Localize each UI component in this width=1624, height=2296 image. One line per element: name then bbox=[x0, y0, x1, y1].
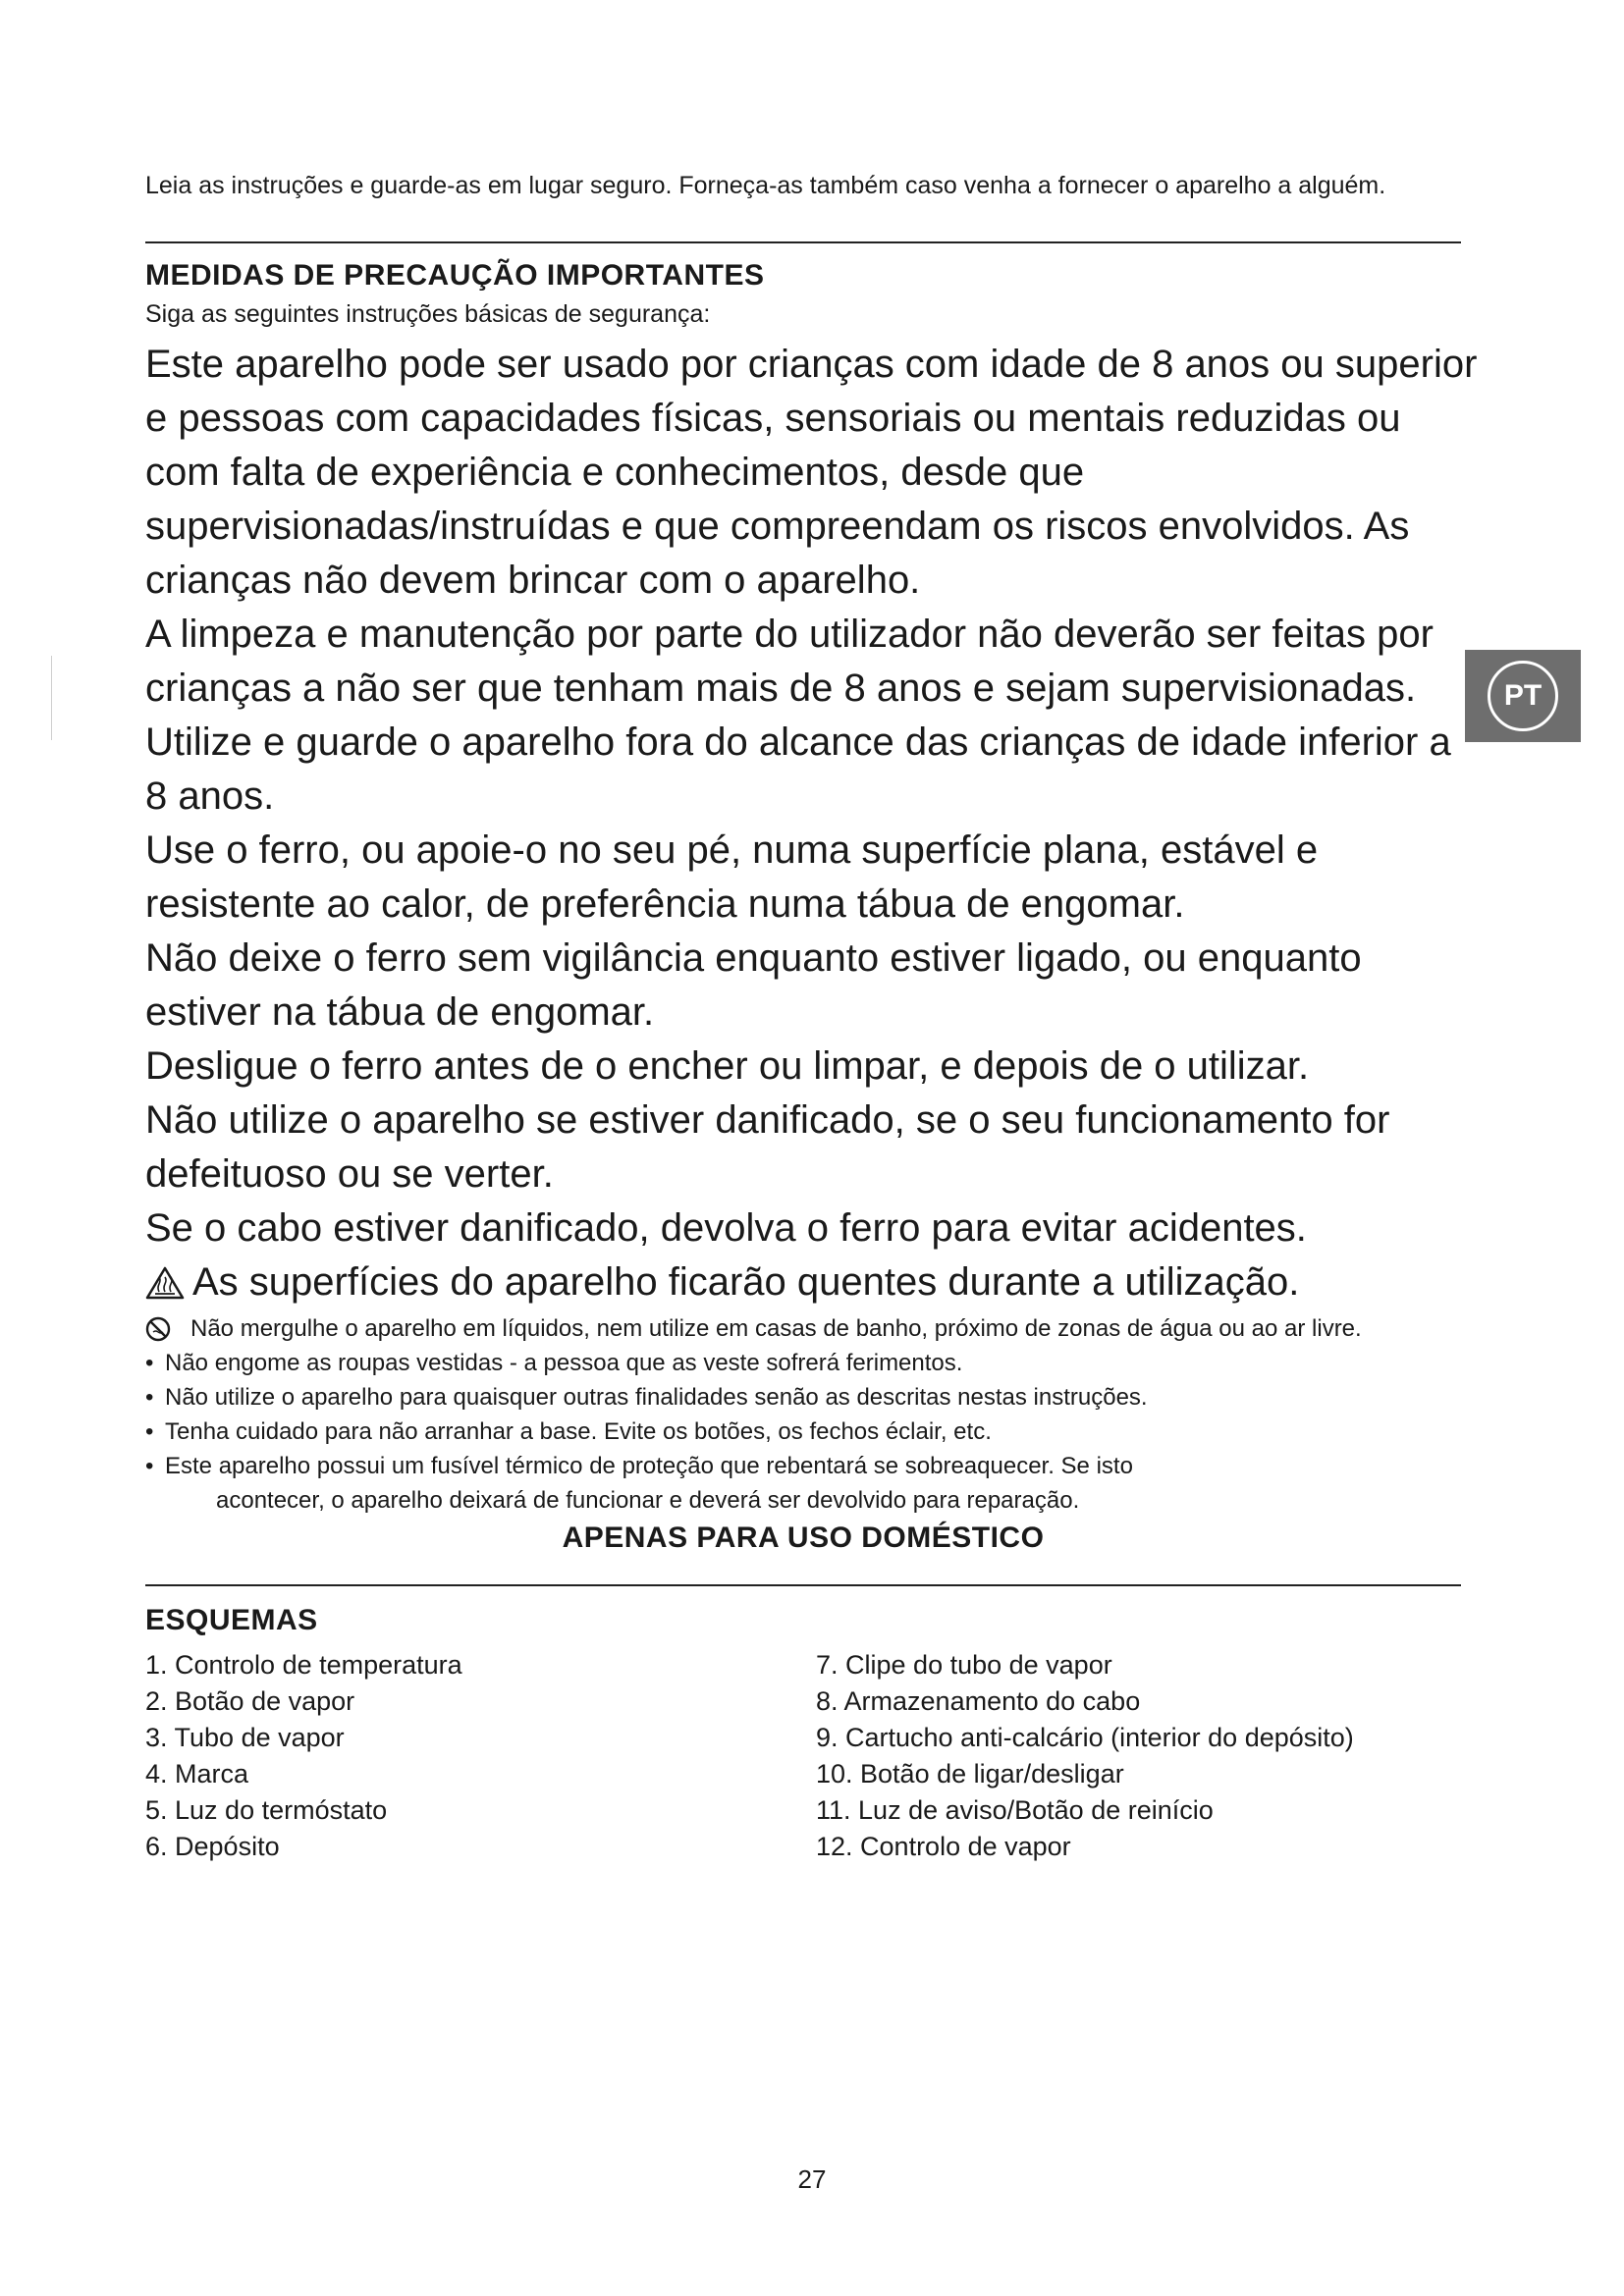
part-item: 2. Botão de vapor bbox=[145, 1686, 355, 1716]
part-item: 5. Luz do termóstato bbox=[145, 1795, 388, 1825]
language-tab bbox=[1465, 650, 1581, 742]
part-item: 10. Botão de ligar/desligar bbox=[816, 1759, 1124, 1789]
part-item: 6. Depósito bbox=[145, 1832, 280, 1861]
diagrams-heading: ESQUEMAS bbox=[145, 1604, 318, 1636]
section-divider bbox=[145, 1584, 1461, 1586]
precautions-heading: MEDIDAS DE PRECAUÇÃO IMPORTANTES bbox=[145, 259, 765, 292]
immersion-warning bbox=[145, 1311, 1461, 1346]
part-item: 4. Marca bbox=[145, 1759, 249, 1789]
bullet-item: • Este aparelho possui um fusível térmico de proteção que rebentará se sobreaquecer. Se isto bbox=[145, 1449, 1461, 1483]
part-item: 8. Armazenamento do cabo bbox=[816, 1686, 1141, 1716]
paragraph-damaged: Não utilize o aparelho se estiver danificado, se o seu funcionamento for defeituoso ou se verter. bbox=[145, 1098, 1390, 1196]
no-immersion-icon bbox=[145, 1316, 171, 1342]
margin-mark bbox=[51, 656, 52, 740]
large-instructions bbox=[145, 338, 1481, 1309]
bullet-item: • Não engome as roupas vestidas - a pessoa que as veste sofrerá ferimentos. bbox=[145, 1346, 1461, 1380]
paragraph-unattended: Não deixe o ferro sem vigilância enquanto estiver ligado, ou enquanto estiver na tábua de engomar. bbox=[145, 936, 1362, 1034]
part-item: 1. Controlo de temperatura bbox=[145, 1650, 462, 1680]
page-number: 27 bbox=[797, 2164, 827, 2194]
precautions-subtitle: Siga as seguintes instruções básicas de segurança: bbox=[145, 300, 711, 328]
page-content bbox=[145, 167, 1478, 1865]
bullet-item: • Tenha cuidado para não arranhar a base. Evite os botões, os fechos éclair, etc. bbox=[145, 1415, 1461, 1449]
part-item: 9. Cartucho anti-calcário (interior do depósito) bbox=[816, 1723, 1354, 1752]
parts-list bbox=[145, 1647, 1461, 1865]
language-code: PT bbox=[1488, 661, 1558, 731]
parts-column-right bbox=[816, 1647, 1354, 1865]
hot-surface-icon bbox=[145, 1265, 185, 1301]
part-item: 12. Controlo de vapor bbox=[816, 1832, 1071, 1861]
section-divider bbox=[145, 241, 1461, 243]
hot-surface-warning bbox=[145, 1255, 1481, 1309]
hot-warning-text: As superfícies do aparelho ficarão quentes durante a utilização. bbox=[192, 1260, 1300, 1304]
paragraph-cleaning: A limpeza e manutenção por parte do utilizador não deverão ser feitas por crianças a não ser que tenham mais de 8 anos e sejam supervisionadas. bbox=[145, 613, 1434, 710]
part-item: 11. Luz de aviso/Botão de reinício bbox=[816, 1795, 1214, 1825]
bullet-continuation: acontecer, o aparelho deixará de funcionar e deverá ser devolvido para reparação. bbox=[216, 1487, 1080, 1514]
part-item: 7. Clipe do tubo de vapor bbox=[816, 1650, 1112, 1680]
bullet-item: • Não utilize o aparelho para quaisquer outras finalidades senão as descritas nestas instruções. bbox=[145, 1380, 1461, 1415]
part-item: 3. Tubo de vapor bbox=[145, 1723, 345, 1752]
paragraph-surface: Use o ferro, ou apoie-o no seu pé, numa superfície plana, estável e resistente ao calor, de preferência numa tábua de engomar. bbox=[145, 828, 1319, 926]
paragraph-unplug: Desligue o ferro antes de o encher ou limpar, e depois de o utilizar. bbox=[145, 1044, 1310, 1088]
immersion-text: Não mergulhe o aparelho em líquidos, nem utilize em casas de banho, próximo de zonas de água ou ao ar livre. bbox=[190, 1315, 1362, 1342]
parts-column-left bbox=[145, 1647, 816, 1865]
paragraph-cable: Se o cabo estiver danificado, devolva o ferro para evitar acidentes. bbox=[145, 1206, 1307, 1250]
paragraph-storage: Utilize e guarde o aparelho fora do alcance das crianças de idade inferior a 8 anos. bbox=[145, 721, 1451, 818]
small-instructions bbox=[145, 1311, 1461, 1518]
paragraph-children-use: Este aparelho pode ser usado por crianças com idade de 8 anos ou superior e pessoas com capacidades físicas, sensoriais ou mentais reduzidas ou com falta de experiência e conhecimentos, desde que supervisionadas/instruídas e que compreendam os riscos envolvidos. As crianças não devem brincar com o aparelho. bbox=[145, 343, 1478, 602]
intro-text: Leia as instruções e guarde-as em lugar seguro. Forneça-as também caso venha a fornecer o aparelho a alguém. bbox=[145, 172, 1386, 199]
domestic-use-note: APENAS PARA USO DOMÉSTICO bbox=[562, 1522, 1045, 1554]
